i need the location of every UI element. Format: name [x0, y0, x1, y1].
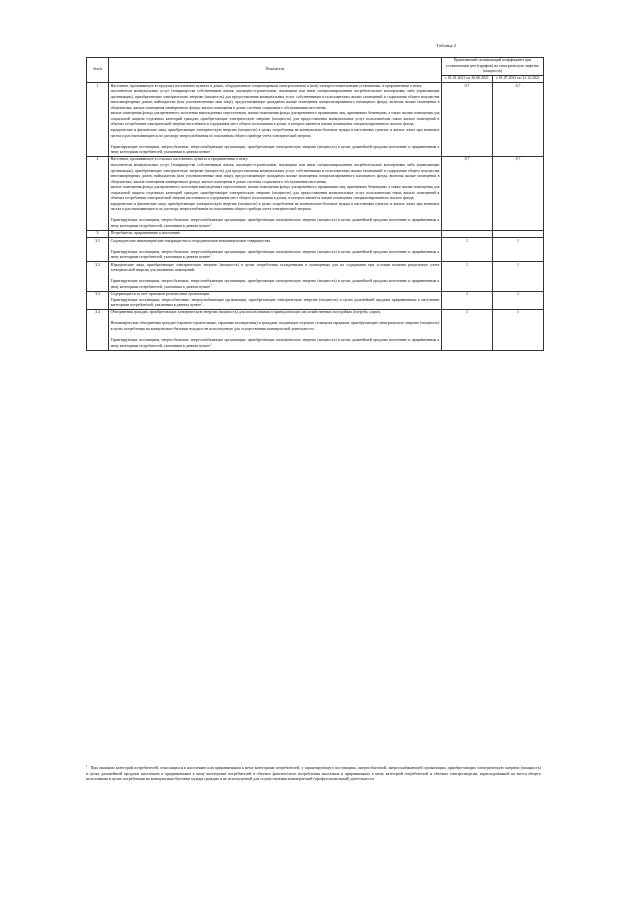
table-row: [87, 238, 544, 262]
row-indicator: [109, 262, 442, 291]
table-body: [87, 83, 544, 350]
row-number: 1: [87, 83, 109, 157]
coefficient-period-2: 1: [493, 310, 544, 351]
indicator-paragraph: Юридические лица, приобретающие электрическую энергию (мощность) в целях потребления осужденными в помещениях для их содержания при условии наличия раздельного учета электрической энергии для указанных помещений.: [110, 262, 440, 273]
coefficient-period-1: [442, 230, 493, 237]
header-period-1: с 01.01.2021 по 30.06.2021: [442, 76, 493, 83]
indicator-paragraph: исполнители коммунальных услуг (товарищества собственников жилья, жилищно-строительные, жилищные или иные специализированные потребительские кооперативы либо управляющие организации), приобретающие электрическую энергию (мощность) для предоставления коммунальных услуг собственникам и пользователям жилых помещений и содержания общего имущества многоквартирных домов; наймодатели (или уполномоченные ими лица), предоставляющие гражданам жилые помещения специализированного жилищного фонда, включая жилые помещения в общежитиях, жилые помещения маневренного фонда, жилые помещения в домах системы социального обслуживания населения;: [110, 162, 440, 184]
indicator-paragraph: юридические и физические лица, приобретающие электрическую энергию (мощность) в целях потребления на коммунально-бытовые нужды в населенных пунктах и жилых зонах при воинских частях и рассчитывающиеся по договору энергоснабжения по показаниям общего прибора учета электрической энергии.: [110, 127, 440, 138]
footnote-ref: 1: [210, 222, 212, 226]
indicator-paragraph: Содержащиеся за счет прихожан религиозные организации.: [110, 291, 211, 296]
indicator-paragraph: Население, проживающее в сельских населенных пунктах и приравненные к нему:: [110, 157, 249, 162]
header-row: [87, 58, 544, 76]
header-coef-group: Применяемый понижающий коэффициент при установлении цен (тарифов) на электрическую энергию (мощность): [442, 58, 544, 76]
guarantee-text: Гарантирующие поставщики, энергосбытовые, энергоснабжающие организации, приобретающие электрическую энергию (мощность) в целях дальнейшей продажи населению и приравненным к нему категориям потребителей, указанным в данном пункте: [110, 338, 440, 348]
table-row: [87, 83, 544, 157]
guarantee-text: Гарантирующие поставщики, энергосбытовые, энергоснабжающие организации, приобретающие электрическую энергию (мощность) в целях дальнейшей продажи населению и приравненным к нему категориям потребителей, указанным в данном пункте: [110, 218, 440, 228]
coefficient-period-2: [493, 230, 544, 237]
coefficient-period-1: 0,7: [442, 83, 493, 157]
row-indicator: [109, 157, 442, 231]
guarantee-paragraph: Гарантирующие поставщики, энергосбытовые, энергоснабжающие организации, приобретающие электрическую энергию (мощность) в целях дальнейшей продажи населению и приравненным к нему категориям потребителей, указанным в данном пункте$^1$.: [110, 218, 440, 228]
indicator-paragraph: Объединения граждан, приобретающих электрическую энергию (мощность) для использования в принадлежащих им хозяйственных постройках (погреба, сараи).: [110, 310, 381, 315]
row-number: 3.2: [87, 262, 109, 291]
guarantee-text: Гарантирующие поставщики, энергосбытовые, энергоснабжающие организации, приобретающие электрическую энергию (мощность) в целях дальнейшей продажи населению и приравненным к нему категориям потребителей, указанным в данном пункте: [110, 144, 440, 155]
coefficient-period-2: 0,7: [493, 83, 544, 157]
coefficient-period-1: 1: [442, 310, 493, 351]
indicator-paragraph: Некоммерческие объединения граждан (гаражно-строительные, гаражные кооперативы) и граждане, владеющие отдельно стоящими гаражами, приобретающие электрическую энергию (мощность) в целях потребления на коммунально-бытовые нужды и не используемую для осуществления коммерческой деятельности.: [110, 321, 440, 331]
table-caption: Таблица 2: [436, 43, 456, 48]
guarantee-paragraph: Гарантирующие поставщики, энергосбытовые, энергоснабжающие организации, приобретающие электрическую энергию (мощность) в целях дальнейшей продажи населению и приравненным к нему категориям потребителей, указанным в данном пункте$^1$.: [110, 338, 440, 348]
header-indicator: Показатель: [109, 58, 442, 83]
coefficient-period-1: 1: [442, 238, 493, 262]
coefficient-period-2: 1: [493, 238, 544, 262]
guarantee-text: Гарантирующие поставщики, энергосбытовые, энергоснабжающие организации, приобретающие электрическую энергию (мощность) в целях дальнейшей продажи населению и приравненным к нему категориям потребителей, указанным в данном пункте: [110, 249, 440, 260]
footnote: [86, 765, 541, 782]
coefficient-period-1: 1: [442, 291, 493, 309]
coefficient-period-1: 0,7: [442, 157, 493, 231]
row-indicator: [109, 83, 442, 157]
coefficient-period-2: 1: [493, 262, 544, 291]
table-row: [87, 230, 544, 237]
coefficient-table: [86, 57, 544, 351]
row-indicator: [109, 238, 442, 262]
row-number: 2: [87, 157, 109, 231]
guarantee-paragraph: Гарантирующие поставщики, энергосбытовые, энергоснабжающие организации, приобретающие электрическую энергию (мощность) в целях дальнейшей продажи приравненным к населению категориям потребителей, указанным в данном пункте$^1$.: [110, 297, 440, 308]
indicator-paragraph: Население, проживающее в городских населенных пунктах в домах, оборудованных стационарными электроплитами и (или) электроотопительными установками, и приравненные к нему:: [110, 83, 423, 88]
table-row: [87, 310, 544, 351]
footnote-text: При оказании категорий потребителей, относящихся к населению или приравненным к нему категориям потребителей, у гарантирующего поставщика, энергосбытовой, энергоснабжающей организации, приобретающих электрическую энергию (мощность) в целях дальнейшей продажи населению и приравненным к нему категориям потребителей в объемах фактического потребления населения и приравненных к нему категорий потребителей и объемах электроэнергии, израсходованной на места общего пользования в целях потребления на коммунально-бытовые нужды граждан и не используемой для осуществления коммерческой (профессиональной) деятельности.: [86, 765, 541, 782]
row-indicator: [109, 291, 442, 309]
row-number: 3: [87, 230, 109, 237]
header-num: №п/п: [87, 58, 109, 83]
table-row: [87, 262, 544, 291]
indicator-paragraph: исполнители коммунальных услуг (товарищества собственников жилья, жилищно-строительные, жилищные или иные специализированные потребительские кооперативы либо управляющие организации), приобретающие электрическую энергию (мощность) для предоставления коммунальных услуг собственникам и пользователям жилых помещений и содержания общего имущества многоквартирных домов; наймодатели (или уполномоченные ими лица), предоставляющие гражданам жилые помещения специализированного жилищного фонда, включая жилые помещения в общежитиях, жилые помещения маневренного фонда, жилые помещения в домах системы социального обслуживания населения,: [110, 89, 440, 110]
footnote-ref: 1: [210, 148, 212, 152]
guarantee-text: Гарантирующие поставщики, энергосбытовые, энергоснабжающие организации, приобретающие электрическую энергию (мощность) в целях дальнейшей продажи населению и приравненным к нему категориям потребителей, указанным в данном пункте: [110, 279, 440, 289]
row-indicator: [109, 230, 442, 237]
indicator-paragraph: юридические и физические лица, приобретающие электрическую энергию (мощность) в целях потребления на коммунально-бытовые нужды в населенных пунктах и жилых зонах при воинских частях и рассчитывающиеся по договору энергоснабжения по показаниям общего прибора учета электрической энергии.: [110, 201, 440, 212]
footnote-ref: 1: [210, 342, 212, 346]
footnote-ref: 1: [210, 283, 212, 287]
row-number: 3.1: [87, 238, 109, 262]
table-row: [87, 157, 544, 231]
guarantee-paragraph: Гарантирующие поставщики, энергосбытовые, энергоснабжающие организации, приобретающие электрическую энергию (мощность) в целях дальнейшей продажи населению и приравненным к нему категориям потребителей, указанным в данном пункте$^1$.: [110, 144, 440, 155]
indicator-paragraph: Садоводческие некоммерческие товарищества и огороднические некоммерческие товарищества.: [110, 238, 272, 243]
header-period-2: с 01.07.2021 по 31.12.2021: [493, 76, 544, 83]
footnote-mark: 1: [86, 763, 88, 768]
coefficient-period-1: 1: [442, 262, 493, 291]
guarantee-paragraph: Гарантирующие поставщики, энергосбытовые, энергоснабжающие организации, приобретающие электрическую энергию (мощность) в целях дальнейшей продажи населению и приравненным к нему категориям потребителей, указанным в данном пункте$^1$.: [110, 279, 440, 289]
row-number: 3.3: [87, 291, 109, 309]
table-row: [87, 291, 544, 309]
indicator-paragraph: жилые помещения фонда для временного поселения вынужденных переселенцев, жилые помещения фонда для временного проживания лиц, признанных беженцами, а также жилые помещения для социальной защиты отдельных категорий граждан, приобретающие электрическую энергию (мощность) для предоставления коммунальных услуг пользователям таких жилых помещений в объемах потребления электрической энергии населением и содержания мест общего пользования в домах, в которых имеются жилые помещения специализированного жилого фонда;: [110, 185, 440, 201]
guarantee-text: Гарантирующие поставщики, энергосбытовые, энергоснабжающие организации, приобретающие электрическую энергию (мощность) в целях дальнейшей продажи приравненным к населению категориям потребителей, указанным в данном пункте: [110, 297, 440, 308]
footnote-ref: 1: [210, 253, 212, 257]
guarantee-paragraph: Гарантирующие поставщики, энергосбытовые, энергоснабжающие организации, приобретающие электрическую энергию (мощность) в целях дальнейшей продажи населению и приравненным к нему категориям потребителей, указанным в данном пункте$^1$.: [110, 249, 440, 260]
indicator-paragraph: Потребители, приравненные к населению: [110, 231, 180, 236]
coefficient-period-2: 1: [493, 291, 544, 309]
row-indicator: [109, 310, 442, 351]
row-number: 3.4: [87, 310, 109, 351]
indicator-paragraph: жилые помещения фонда для временного поселения вынужденных переселенцев, жилые помещения фонда для временного проживания лиц, признанных беженцами, а также жилые помещения для социальной защиты отдельных категорий граждан, приобретающие электрическую энергию (мощность) для предоставления коммунальных услуг пользователям таких жилых помещений в объемах потребления электрической энергии населением и содержания мест общего пользования в домах, в которых имеются жилые помещения специализированного жилого фонда;: [110, 111, 440, 127]
coefficient-period-2: 0,7: [493, 157, 544, 231]
footnote-ref: 1: [201, 301, 203, 305]
